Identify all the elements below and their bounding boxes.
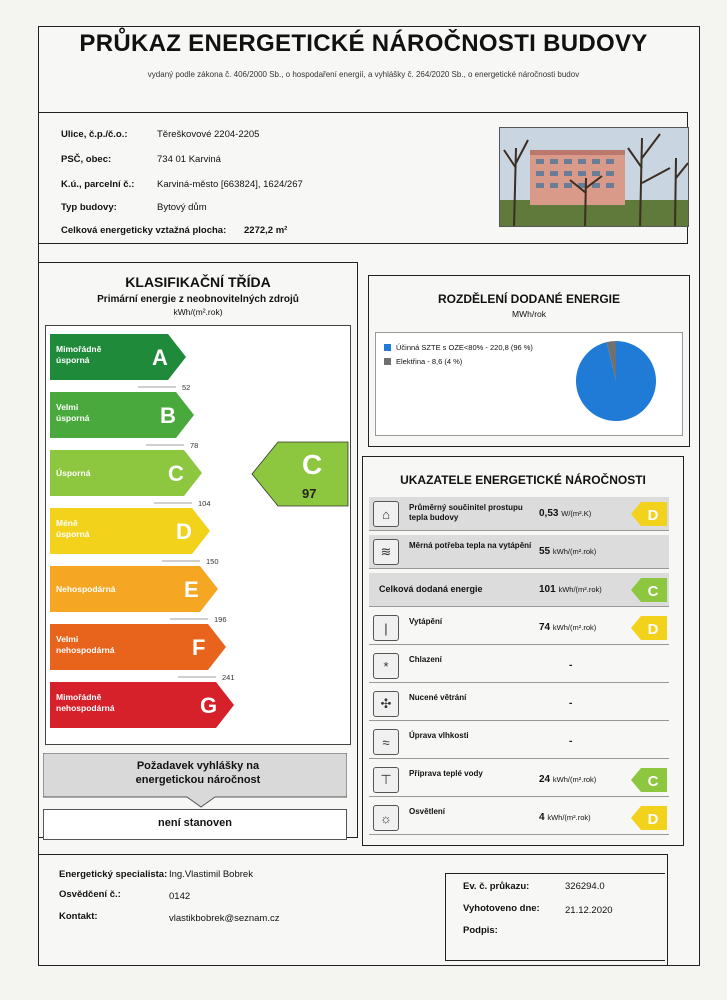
legend-label-electricity: Elektřina - 8,6 (4 %) (396, 357, 463, 366)
indicator-class-letter: D (647, 621, 659, 638)
indicator-unit: kWh/(m².rok) (552, 775, 597, 784)
indicator-label: Nucené větrání (409, 693, 467, 702)
class-label-b: Velmi (56, 402, 79, 412)
indicator-number: - (569, 736, 573, 747)
class-letter-e: E (184, 577, 199, 602)
threshold-value: 52 (182, 383, 191, 392)
legend-swatch-szte (384, 344, 391, 351)
bulb-icon: ☼ (373, 805, 399, 831)
distribution-title: ROZDĚLENÍ DODANÉ ENERGIE (437, 292, 620, 306)
indicator-value (539, 812, 591, 823)
indicator-label: Měrná potřeba tepla na vytápění (409, 541, 532, 550)
indicator-value (539, 774, 596, 785)
indicator-unit: kWh/(m².rok) (558, 585, 602, 594)
class-label-g: Mimořádně (56, 692, 102, 702)
indicator-label: Celková dodaná energie (379, 584, 483, 594)
indicator-row (369, 535, 669, 569)
indicator-class-letter: D (647, 811, 659, 828)
fan-icon: ✣ (373, 691, 399, 717)
indicator-class-letter: C (647, 583, 659, 600)
class-bar-f (50, 624, 226, 670)
indicator-label: Průměrný součinitel prostupu tepla budovy (409, 503, 523, 522)
indicator-class-badge (631, 502, 667, 526)
type-value: Bytový dům (157, 202, 207, 213)
class-label-g: nehospodárná (56, 703, 115, 713)
house-icon: ⌂ (373, 501, 399, 527)
tap-icon: ⊤ (373, 767, 399, 793)
ev-label: Ev. č. průkazu: (463, 881, 530, 892)
legend-swatch-electricity (384, 358, 391, 365)
area-label: Celková energeticky vztažná plocha: (61, 225, 227, 236)
indicator-number: 0,53 (539, 508, 559, 519)
humidity-icon: ≈ (373, 729, 399, 755)
indicator-row (369, 801, 669, 835)
city-value: 734 01 Karviná (157, 154, 221, 165)
specialist-value: Ing.Vlastimil Bobrek (169, 869, 253, 880)
class-label-a: úsporná (56, 355, 90, 365)
specialist-label: Energetický specialista: (59, 869, 168, 880)
indicator-row (369, 497, 669, 531)
ev-value: 326294.0 (565, 881, 605, 892)
indicator-unit: kWh/(m².rok) (552, 547, 597, 556)
indicator-value (569, 698, 572, 709)
issued-label: Vyhotoveno dne: (463, 903, 540, 914)
class-label-f: Velmi (56, 634, 79, 644)
issued-value: 21.12.2020 (565, 905, 613, 916)
class-bar-c (50, 450, 202, 496)
indicator-label: Chlazení (409, 655, 442, 664)
class-bar-d (50, 508, 210, 554)
indicators-panel (362, 456, 684, 846)
distribution-panel (368, 275, 690, 447)
thermometer-cold-icon: * (373, 653, 399, 679)
requirement-box (43, 753, 347, 843)
indicator-unit: kWh/(m².rok) (547, 813, 591, 822)
signature-label: Podpis: (463, 925, 498, 936)
class-bar-g (50, 682, 234, 728)
class-letter-a: A (152, 345, 168, 370)
indicators-title: UKAZATELE ENERGETICKÉ NÁROČNOSTI (400, 473, 646, 487)
threshold-value: 241 (222, 673, 235, 682)
indicator-class-badge (631, 806, 667, 830)
current-class-marker (252, 442, 348, 506)
legend-item-szte (384, 343, 533, 352)
street-value: Těreškovové 2204-2205 (157, 129, 260, 140)
class-letter-b: B (160, 403, 176, 428)
thermometer-icon: | (373, 615, 399, 641)
heat-icon: ≋ (373, 539, 399, 565)
indicator-number: - (569, 660, 573, 671)
class-label-b: úsporná (56, 413, 90, 423)
threshold-value: 78 (190, 441, 199, 450)
legend-item-electricity (384, 357, 462, 366)
threshold-value: 104 (198, 499, 211, 508)
indicator-class-letter: C (647, 773, 659, 790)
indicator-row (369, 573, 669, 607)
footer-box (38, 854, 668, 966)
indicator-label: Vytápění (409, 617, 443, 626)
class-scale (45, 325, 351, 745)
indicator-class-letter: D (647, 507, 659, 524)
current-class-letter: C (302, 449, 323, 480)
building-info-box (38, 112, 688, 244)
legend-label-szte: Účinná SZTE s OZE<80% - 220,8 (96 %) (396, 343, 533, 352)
class-label-f: nehospodárná (56, 645, 115, 655)
current-class-value: 97 (302, 486, 317, 501)
indicator-number: 24 (539, 774, 551, 785)
indicator-number: 101 (539, 584, 556, 595)
indicator-number: 4 (539, 812, 545, 823)
indicator-row (369, 763, 669, 797)
indicator-value (569, 736, 572, 747)
indicator-value (569, 660, 572, 671)
indicator-label: Osvětlení (409, 807, 446, 816)
threshold-value: 196 (214, 615, 227, 624)
distribution-chart (375, 332, 683, 436)
indicator-label: Příprava teplé vody (409, 769, 483, 778)
indicator-class-badge (631, 768, 667, 792)
contact-label: Kontakt: (59, 911, 98, 922)
class-letter-f: F (192, 635, 206, 660)
indicator-row (369, 687, 669, 721)
requirement-value: není stanoven (158, 817, 232, 829)
indicator-value (539, 508, 591, 519)
page-subtitle: vydaný podle zákona č. 406/2000 Sb., o hospodaření energií, a vyhlášky č. 264/2020 Sb., o energetické náročnosti budov (147, 70, 580, 79)
classification-title: KLASIFIKAČNÍ TŘÍDA (125, 274, 271, 290)
class-label-e: Nehospodárná (56, 584, 116, 594)
class-bar-e (50, 566, 218, 612)
indicator-unit: W/(m².K) (561, 509, 592, 518)
street-label: Ulice, č.p./č.o.: (61, 129, 128, 140)
indicator-value (539, 622, 596, 633)
classification-panel (38, 262, 358, 838)
indicator-row (369, 611, 669, 645)
class-label-a: Mimořádně (56, 344, 102, 354)
classification-unit: kWh/(m².rok) (173, 307, 223, 317)
indicator-value (539, 546, 596, 557)
requirement-title: Požadavek vyhlášky na energetickou náročnost (135, 760, 261, 786)
indicator-row (369, 649, 669, 683)
class-label-d: úsporná (56, 529, 90, 539)
area-value: 2272,2 m² (244, 225, 288, 236)
class-scale-graphic (46, 326, 352, 746)
threshold-value: 150 (206, 557, 219, 566)
distribution-unit: MWh/rok (512, 309, 546, 319)
contact-value: vlastikbobrek@seznam.cz (169, 913, 280, 924)
parcel-value: Karviná-město [663824], 1624/267 (157, 179, 303, 190)
classification-subtitle: Primární energie z neobnovitelných zdrojů (97, 294, 299, 305)
class-label-d: Méně (56, 518, 78, 528)
indicator-class-badge (631, 578, 667, 602)
indicator-number: 55 (539, 546, 551, 557)
building-photo (499, 127, 689, 227)
class-bar-b (50, 392, 194, 438)
indicator-class-badge (631, 616, 667, 640)
page-title: PRŮKAZ ENERGETICKÉ NÁROČNOSTI BUDOVY (79, 30, 648, 57)
indicator-value (539, 584, 602, 595)
city-label: PSČ, obec: (61, 154, 112, 165)
indicator-number: 74 (539, 622, 551, 633)
class-label-c: Úsporná (56, 468, 91, 478)
class-letter-d: D (176, 519, 192, 544)
class-bar-a (50, 334, 186, 380)
cert-label: Osvědčení č.: (59, 889, 121, 900)
indicator-label: Úprava vlhkosti (409, 731, 469, 740)
type-label: Typ budovy: (61, 202, 117, 213)
indicator-row (369, 725, 669, 759)
class-letter-g: G (200, 693, 218, 718)
cert-value: 0142 (169, 891, 191, 902)
indicator-number: - (569, 698, 573, 709)
class-letter-c: C (168, 461, 184, 486)
pie-chart (566, 337, 666, 437)
parcel-label: K.ú., parcelní č.: (61, 179, 135, 190)
indicator-unit: kWh/(m².rok) (552, 623, 597, 632)
